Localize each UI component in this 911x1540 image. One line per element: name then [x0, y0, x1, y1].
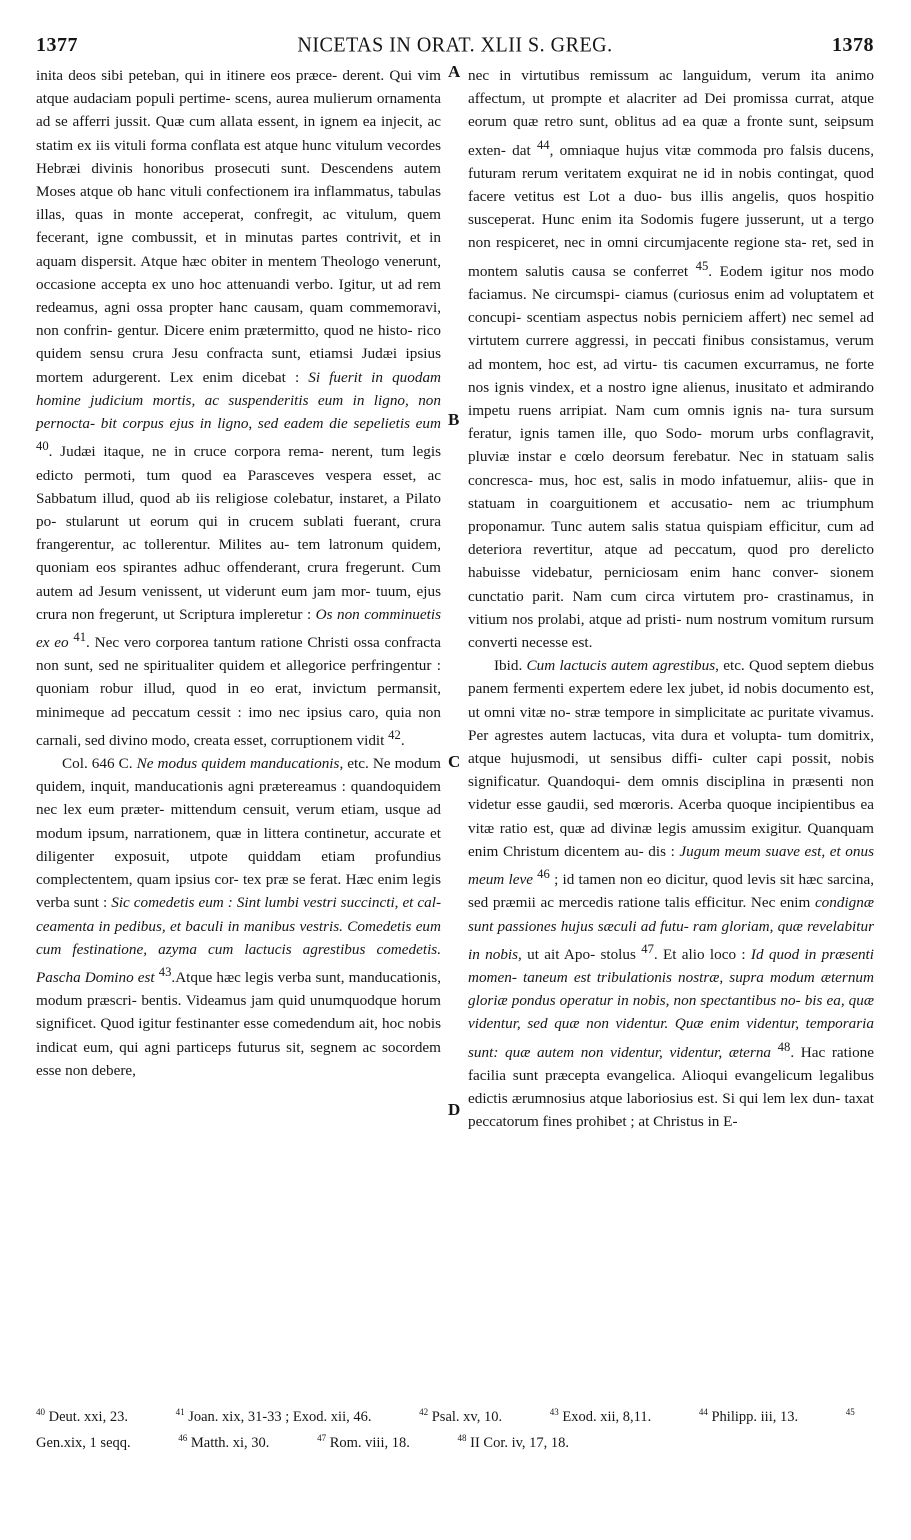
footnote: $^{47}$ Rom. viii, 18.	[317, 1432, 410, 1451]
margin-marker-d: D	[448, 1100, 461, 1119]
footnote-ref: 45	[695, 258, 709, 273]
footnote: $^{46}$ Matth. xi, 30.	[178, 1432, 270, 1451]
running-title: NICETAS IN ORAT. XLII S. GREG.	[297, 33, 613, 57]
footnote-ref: 42	[388, 727, 401, 742]
footnote: $^{42}$ Psal. xv, 10.	[419, 1407, 503, 1425]
footnote: $^{43}$ Exod. xii, 8,11.	[549, 1407, 652, 1425]
page-number-left: 1377	[36, 34, 78, 56]
footnote: $^{41}$ Joan. xix, 31-33 ; Exod. xii, 46.	[175, 1407, 372, 1425]
lemma: Ne modus quidem manducationis	[136, 755, 340, 773]
lemma: Cum lactucis autem agrestibus	[526, 657, 716, 675]
right-column	[468, 64, 874, 1133]
margin-marker-c: C	[448, 752, 461, 771]
left-column	[36, 64, 441, 1082]
footnote-ref: 44	[536, 137, 550, 152]
footnote: $^{40}$ Deut. xxi, 23.	[36, 1407, 128, 1425]
footnote-ref: 47	[641, 941, 654, 956]
page-header	[36, 34, 874, 62]
footnote-ref: 48	[777, 1039, 791, 1054]
margin-marker-a: A	[448, 62, 461, 81]
margin-marker-b: B	[448, 410, 460, 429]
page-number-right: 1378	[832, 34, 874, 56]
footnote-ref: 43	[158, 964, 172, 979]
footnotes	[36, 1402, 874, 1454]
footnote-ref: 46	[537, 867, 550, 882]
paragraph: Col. 646 C. Ne modus quidem manducationis, etc. Ne modum quidem, inquit, manducationis agni prætereamus : quandoquidem nec lex eum præter- mittendum censuit, verum etiam, usque ad modum ipsum, narrationem, quæ in littera continetur, accurate et diligenter exposuit, utpote quiddam etiam profundius complectentem, quam ipsius cor- tex præ se ferat. Hæc enim legis verba sunt : Sic comedetis eum : Sint lumbi vestri succincti, et cal- ceamenta in pedibus, et baculi in manibus vestris. Comedetis eum cum festinatione, azyma cum lactucis agrestibus comedetis. Pascha Domino est $^{43}$.Atque hæc legis verba sunt, manducationis, modum præscri- bentis. Videamus jam quid unumquodque horum significet. Quod igitur festinanter esse comedendum ait, hoc nobis indicat eum, qui agni particeps futurus sit, segnem ac socordem esse non debere,	[36, 755, 441, 1079]
paragraph: Ibid. Cum lactucis autem agrestibus, etc. Quod septem diebus panem fermenti expertem edere lex jubet, id nobis documento est, ut omni vitæ no- stræ tempore in simplicitate ac puritate vivamus. Per agrestes autem lactucas, vita dura et volupta- tum domitrix, atque hujusmodi, ut sensibus diffi- culter capi possit, nobis significatur. Quandoqui- dem omnis disciplina in præsenti non videtur esse gaudii, sed mœroris. Acerba quoque incipientibus ea vitæ ratio est, quæ ad divinæ legis amussim exigitur. Quanquam enim Christum dicentem au- dis : Jugum meum suave est, et onus meum leve $^{46}$ ; id tamen non eo dicitur, quod levis sit hæc sarcina, sed præmii ac mercedis ratione talis efficitur. Nec enim condignæ sunt passiones hujus sæculi ad futu- ram gloriam, quæ revelabitur in nobis, ut ait Apo- stolus $^{47}$. Et alio loco : Id quod in præsenti momen- taneum est tribulationis nostræ, supra modum æternum gloriæ pondus operatur in nobis, non spectantibus no- bis ea, quæ videntur, sed quæ non videntur. Quæ enim videntur, temporaria sunt: quæ autem non videntur, videntur, æterna $^{48}$. Hac ratione facilia sunt præcepta evangelica. Alioqui evangelicum legalibus edictis ærumnosius atque laboriosius est. Si qui lem lex dun- taxat peccatorum fines prohibet ; at Christus in E-	[468, 657, 875, 1131]
paragraph: inita deos sibi peteban, qui in itinere eos præce- derent. Qui vim atque audaciam populi pertime- scens, aurea mulierum ornamenta ad se afferri jussit. Quæ cum allata essent, in ignem ea injecit, ac statim ex iis vituli forma conflata est atque hunc vitulum vecordes Hebræi divinis honoribus prosecuti sunt. Descendens autem Moses atque ob hanc vituli confectionem ira inflammatus, tabulas illas, quas in monte acceperat, confregit, ac vitulum, quem fecerant, igne combussit, et in minutas partes contrivit, et in aquam dispersit. Atque hæc obiter in mentem Theologo venerunt, occasione accepta ex uno hoc attenuandi verbo. Igitur, ut ad rem redeamus, agni ossa propter hanc causam, quam commemoravi, non confrin- gentur. Dicere enim prætermitto, quod ne histo- rico quidem sensu crura Jesu confracta sunt, etiamsi Judæi ipsius mortem adurgerent. Lex enim dicebat : Si fuerit in quodam homine judicium mortis, ac suspenderitis eum in ligno, non pernocta- bit corpus ejus in ligno, sed eadem die sepelietis eum $^{40}$. Judæi itaque, ne in cruce corpora rema- nerent, tum legis edicto permoti, tum quod ea Parasceves vespera esset, ac Sabbatum illud, quod ab iis religiose colebatur, instaret, a Pilato po- stularunt ut eorum qui in crucem sublati fuerant, crura frangerentur, ac tollerentur. Milites au- tem latronum quidem, quoniam eos spirantes adhuc offenderant, crura fregerunt. Cum autem ad Jesum venissent, ut viderunt eum jam mor- tuum, ejus crura non fregerunt, ut Scriptura impleretur : Os non comminuetis ex eo $^{41}$. Nec vero corporea tantum ratione Christi ossa confracta non sunt, sed ne spiritualiter quidem et allegorice perfringentur : quoniam robur illud, quod in eo erat, invictum permansit, minimeque ad peccatum cessit : imo nec ipsius caro, quia non carnali, sed divino modo, creata esset, corruptionem vidit $^{42}$.	[36, 67, 442, 749]
footnote: $^{48}$ II Cor. iv, 17, 18.	[457, 1432, 570, 1451]
footnote-ref: 40	[36, 439, 49, 454]
footnote-ref: 41	[73, 629, 87, 644]
paragraph: nec in virtutibus remissum ac languidum, verum ita animo affectum, ut prompte et alacriter ad Dei promissa currat, atque eorum quæ retro sunt, oblitus ad ea quæ a fronte sunt, seipsum exten- dat $^{44}$, omniaque hujus vitæ commoda pro falsis ducens, futuram rerum veritatem exquirat ne id in nobis contingat, quod facere vetitus est Lot a duo- bus illis angelis, quos hospitio susceperat. Hunc enim ita Sodomis fugere jusserunt, ut a tergo non respiceret, nec in omni circumjacente regione sta- ret, sed in montem salutis causa se conferret $^{45}$. Eodem igitur nos modo faciamus. Ne circumspi- ciamus (curiosus enim ad voluptatem et concupi- scentiam aspectus nobis perniciem affert) nec semel ad virtutem currere aggressi, in peccati finibus consistamus, verum ad montem, hoc est, ad virtu- tis cacumen excurramus, ne forte nos ignis vindex, et a nostro igne alienus, inusitato et admirando impetu ruens arripiat. Nam cum omnis ignis na- tura sursum feratur, ignis tamen ille, quo Sodo- morum urbs conflagravit, pluviæ instar e cœlo deorsum ferebatur. Nec in statuam salis concresca- mus, hoc est, salis in modo infatuemur, aliis- que in statuam in coarguitionem et accusatio- nem ac triumphum proponamur. Tunc autem salis statua quispiam efficitur, cum ad deteriora revertitur, atque ad peccatum, quod pro derelicto habuisse videbatur, perniciosam enim hanc conver- sionem cunctatio parit. Nam cum circa virtutem pro- crastinamus, in vitium nos prolabi, atque ad pristi- num nostrum vomitum rursum converti necesse est.	[468, 67, 874, 651]
column-reference: Ibid.	[494, 657, 523, 675]
footnote: $^{44}$ Philipp. iii, 13.	[698, 1407, 799, 1425]
footnote: $^{45}$ Gen.xix, 1 seqq.	[36, 1407, 855, 1451]
column-reference: Col. 646 C.	[62, 755, 133, 773]
